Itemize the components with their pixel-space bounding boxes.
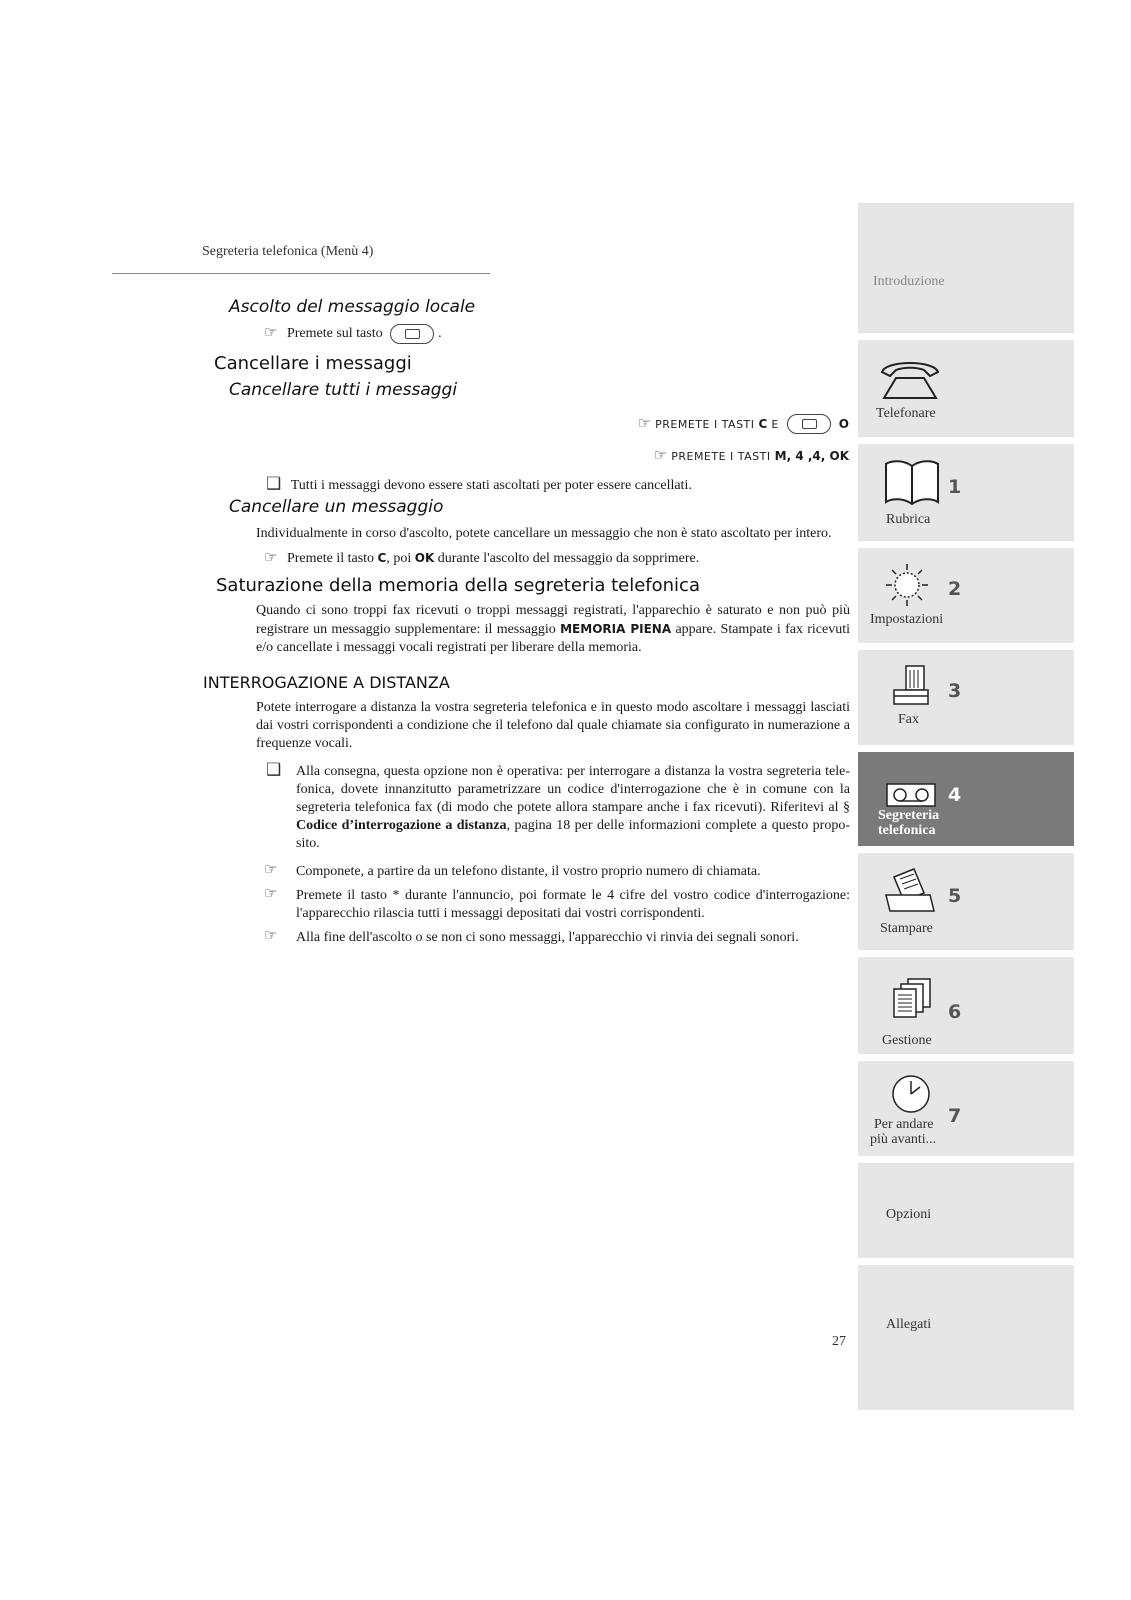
step-fine: [264, 927, 277, 946]
checkbox-bullet-icon: ❑: [266, 474, 282, 493]
print-icon: [884, 867, 936, 915]
documents-icon: [892, 977, 934, 1019]
tab-fax[interactable]: 3 Fax: [858, 650, 1074, 745]
cancellare-uno-text: Individualmente in corso d'ascolto, potete cancellare un messaggio che non è stato ascoltato per intero.: [256, 526, 832, 541]
premete-tasti-line-1: ☞ PREMETE I TASTI C E O: [638, 414, 849, 434]
sun-icon: [884, 562, 930, 608]
clock-icon: [890, 1073, 932, 1115]
step-premete-star: [264, 885, 277, 904]
cancellare-title: Cancellare i messaggi: [214, 353, 412, 374]
pointing-hand-icon: ☞: [653, 448, 668, 464]
cancellare-uno-step: ☞ Premete il tasto C, poi OK durante l'ascolto del messaggio da sopprimere.: [264, 550, 700, 566]
ascolto-step: ☞ Premete sul tasto .: [264, 324, 442, 344]
note-consegna: [266, 761, 281, 781]
answering-machine-key-icon: [390, 324, 434, 344]
tab-opzioni[interactable]: Opzioni: [858, 1163, 1074, 1258]
tab-gestione[interactable]: 6 Gestione: [858, 957, 1074, 1054]
premete-tasti-line-2: ☞ PREMETE I TASTI M, 4 ,4, OK: [653, 448, 849, 464]
step-fine-text: Alla fine dell'ascolto o se non ci sono messaggi, l'apparecchio vi rinvia dei segnali sonori.: [296, 930, 799, 945]
cancellare-uno-title: Cancellare un messaggio: [229, 497, 444, 517]
tab-telefonare[interactable]: Telefonare: [858, 340, 1074, 437]
ascolto-title: Ascolto del messaggio locale: [229, 297, 476, 317]
cassette-icon: [886, 783, 936, 807]
note-consegna-text: Alla consegna, questa opzione non è operativa: per interrogare a distanza la vostra segreteria tele-fonica, dovete innanzitutto parametrizzare un codice d'interrogazione che è in comune con la segreteria telefonica fax (di modo che potete allora stampare anche i fax ricevuti). Riferitevi al § Codice d’interrogazione a distanza, pagina 18 per delle informazioni complete a questo propo-sito.: [296, 764, 850, 851]
saturazione-text: Quando ci sono troppi fax ricevuti o troppi messaggi registrati, l'apparechio è saturato e non può più registrare un messaggio supplementare: il messaggio MEMORIA PIENA appare. Stampate i fax ricevuti e/o cancellate i messaggi vocali registrati per liberare della memoria.: [256, 603, 851, 655]
tab-introduzione[interactable]: Introduzione: [858, 203, 1074, 333]
phone-icon: [876, 358, 944, 402]
answering-machine-key-icon: [787, 414, 831, 434]
interrogazione-title: INTERROGAZIONE A DISTANZA: [203, 673, 450, 692]
step-premete-star-text: Premete il tasto * durante l'annuncio, poi formate le 4 cifre del vostro codice d'interrogazione: l'apparecchio rilascia tutti i messaggi depositati dai vostri corrispondenti.: [296, 888, 850, 921]
pointing-hand-icon: ☞: [264, 886, 278, 902]
header-rule: [112, 273, 490, 274]
step-componete-text: Componete, a partire da un telefono distante, il vostro proprio numero di chiamata.: [296, 864, 761, 879]
saturazione-title: Saturazione della memoria della segreteria telefonica: [216, 575, 700, 596]
fax-icon: [892, 664, 930, 706]
pointing-hand-icon: ☞: [264, 325, 278, 342]
tab-allegati[interactable]: Allegati: [858, 1265, 1074, 1410]
pointing-hand-icon: ☞: [637, 416, 652, 432]
note-tutti: ❑ Tutti i messaggi devono essere stati ascoltati per poter essere cancellati.: [266, 474, 692, 493]
interrogazione-text: Potete interrogare a distanza la vostra segreteria telefonica e in questo modo ascoltare i messaggi lasciati dai vostri corrispondenti a condizione che il telefono dal quale chiamate sia configurato in numerazione a frequenze vocali.: [256, 700, 850, 751]
step-componete: [264, 861, 277, 880]
pointing-hand-icon: ☞: [264, 550, 278, 566]
running-header: Segreteria telefonica (Menù 4): [202, 244, 374, 259]
pointing-hand-icon: ☞: [264, 928, 278, 944]
book-icon: [884, 458, 940, 506]
tab-rubrica[interactable]: 1 Rubrica: [858, 444, 1074, 541]
cancellare-tutti-title: Cancellare tutti i messaggi: [229, 380, 458, 400]
tab-impostazioni[interactable]: 2 Impostazioni: [858, 548, 1074, 643]
page-number: 27: [832, 1334, 846, 1349]
tab-per-andare-piu-avanti[interactable]: 7 Per andare più avanti...: [858, 1061, 1074, 1156]
checkbox-bullet-icon: ❑: [266, 760, 282, 779]
tab-stampare[interactable]: 5 Stampare: [858, 853, 1074, 950]
tab-segreteria-telefonica[interactable]: 4 Segreteria telefonica: [858, 752, 1074, 846]
pointing-hand-icon: ☞: [264, 862, 278, 878]
